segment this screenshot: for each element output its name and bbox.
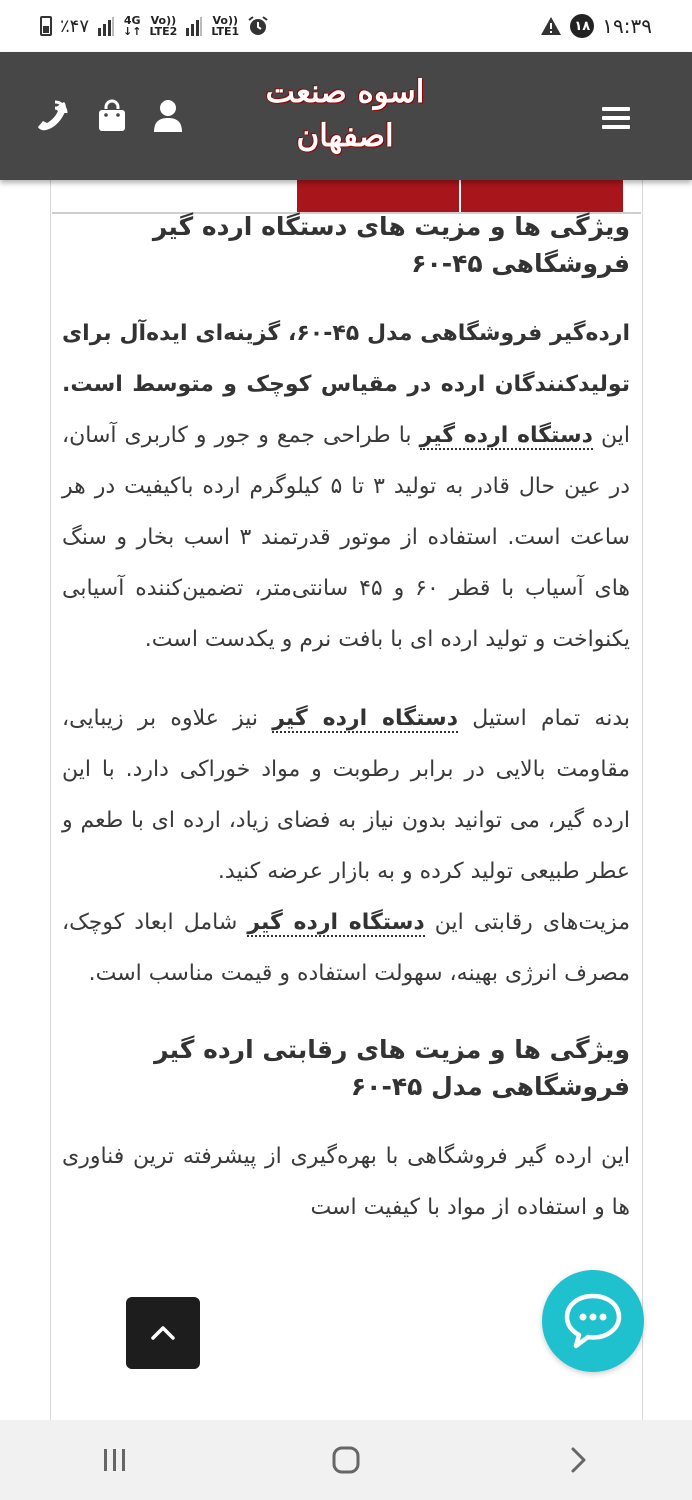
keyword-link[interactable]: دستگاه ارده گیر <box>272 706 458 731</box>
keyword-link[interactable]: دستگاه ارده گیر <box>419 423 593 448</box>
phone-icon[interactable] <box>32 96 72 136</box>
site-header <box>0 52 692 180</box>
paragraph: این ارده گیر فروشگاهی با بهره‌گیری از پیشرفته ترین فناوری ها و استفاده از مواد با کیفیت است <box>62 1144 630 1220</box>
clock: ۱۹:۳۹ <box>602 14 652 38</box>
network-4g: 4G ↓↑ <box>123 14 142 38</box>
site-logo[interactable] <box>230 70 460 158</box>
home-icon[interactable] <box>331 1445 361 1475</box>
system-nav-bar <box>0 1420 692 1500</box>
menu-icon[interactable] <box>596 98 636 138</box>
chevron-up-icon <box>149 1323 177 1343</box>
paragraph: ارده‌گیر فروشگاهی مدل ۴۵-۶۰، گزینه‌ای ایده‌آل برای تولیدکنندگان ارده در مقیاس کوچک و متوسط است. این دستگاه ارده گیر با طراحی جمع و جور و کاربری آسان، در عین حال قادر به تولید ۳ تا ۵ کیلوگرم ارده باکیفیت در هر ساعت است. استفاده از موتور قدرتمند ۳ اسب بخار و سنگ های آسیاب با قطر ۶۰ و ۴۵ سانتی‌متر، تضمین‌کننده آسیابی یکنواخت و تولید ارده ای با بافت نرم و یکدست است. <box>62 321 631 652</box>
recent-apps-icon[interactable] <box>100 1445 130 1475</box>
notification-count-badge: ۱۸ <box>570 14 594 38</box>
keyword-link[interactable]: دستگاه ارده گیر <box>247 910 425 935</box>
chat-bubble-icon <box>562 1292 624 1350</box>
shopping-bag-icon[interactable] <box>92 96 132 136</box>
paragraph: مزیت‌های رقابتی این دستگاه ارده گیر شامل ابعاد کوچک، مصرف انرژی بهینه، سهولت استفاده و قیمت مناسب است. <box>62 910 631 986</box>
paragraph: بدنه تمام استیل دستگاه ارده گیر نیز علاوه بر زیبایی، مقاومت بالایی در برابر رطوبت و مواد خوراکی دارد. با این ارده گیر، می توانید بدون نیاز به فضای زیاد، ارده ای با طعم و عطر طبیعی تولید کرده و به بازار عرضه کنید. <box>62 706 630 884</box>
back-icon[interactable] <box>562 1445 592 1475</box>
paragraph-lead: ارده‌گیر فروشگاهی مدل ۴۵-۶۰، گزینه‌ای ایده‌آل برای تولیدکنندگان ارده در مقیاس کوچک و متوسط است. <box>62 321 630 397</box>
signal-icon <box>97 16 115 36</box>
section-heading: ویژگی ها و مزیت های دستگاه ارده گیر فروشگاهی ۴۵-۶۰ <box>152 212 630 278</box>
status-right <box>540 14 652 38</box>
volte2-indicator: Vo)) LTE2 <box>149 14 178 38</box>
chat-button[interactable] <box>542 1270 644 1372</box>
volte1-indicator: Vo)) LTE1 <box>211 14 240 38</box>
alarm-icon <box>247 15 269 37</box>
status-bar <box>0 0 692 52</box>
user-icon[interactable] <box>148 96 188 136</box>
scroll-to-top-button[interactable] <box>126 1297 200 1369</box>
warning-icon <box>540 16 562 36</box>
logo-line-1: اسوه صنعت <box>265 74 425 110</box>
signal-icon <box>185 16 203 36</box>
section-heading: ویژگی ها و مزیت های رقابتی ارده گیر فروشگاهی مدل ۴۵-۶۰ <box>154 1035 630 1101</box>
status-left <box>40 15 269 37</box>
battery-level: ٪۴۷ <box>60 15 90 37</box>
battery-icon <box>40 16 52 36</box>
logo-line-2: اصفهان <box>296 118 394 154</box>
article-body <box>62 206 630 1233</box>
